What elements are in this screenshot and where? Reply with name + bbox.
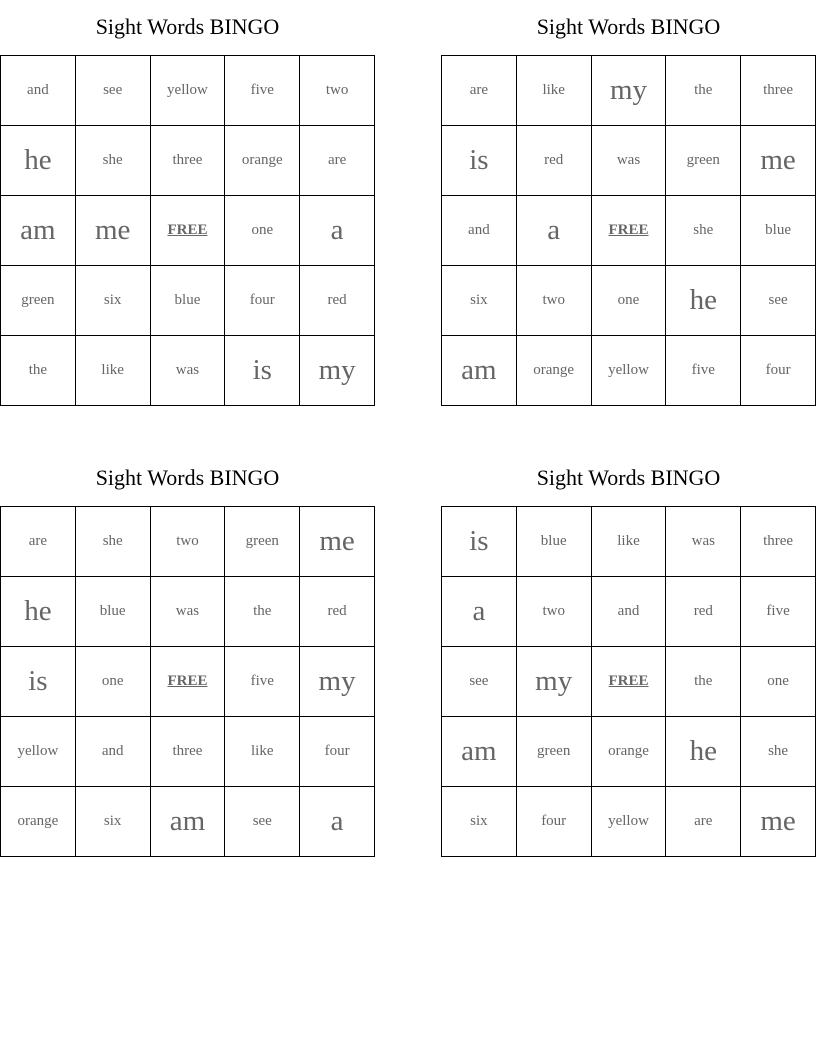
- bingo-row: [1, 336, 375, 406]
- word-cell: the: [225, 577, 300, 647]
- word-cell: five: [741, 577, 816, 647]
- word-cell: see: [442, 647, 517, 717]
- word-cell: red: [516, 126, 591, 196]
- bingo-row: [1, 787, 375, 857]
- bingo-row: [1, 507, 375, 577]
- word-cell: he: [666, 266, 741, 336]
- bingo-row: [442, 787, 816, 857]
- free-space: FREE: [591, 647, 666, 717]
- bingo-row: [442, 126, 816, 196]
- word-cell: two: [516, 577, 591, 647]
- word-cell: my: [516, 647, 591, 717]
- word-cell: orange: [516, 336, 591, 406]
- word-cell: two: [150, 507, 225, 577]
- word-cell: and: [591, 577, 666, 647]
- word-cell: red: [666, 577, 741, 647]
- word-cell: five: [225, 647, 300, 717]
- word-cell: one: [741, 647, 816, 717]
- word-cell: is: [442, 126, 517, 196]
- word-cell: and: [1, 56, 76, 126]
- bingo-row: [1, 577, 375, 647]
- word-cell: my: [300, 336, 375, 406]
- word-cell: am: [442, 336, 517, 406]
- bingo-row: [1, 126, 375, 196]
- word-cell: she: [666, 196, 741, 266]
- word-cell: two: [300, 56, 375, 126]
- word-cell: my: [591, 56, 666, 126]
- word-cell: orange: [225, 126, 300, 196]
- word-cell: she: [741, 717, 816, 787]
- word-cell: one: [75, 647, 150, 717]
- bingo-row: [1, 56, 375, 126]
- word-cell: green: [1, 266, 76, 336]
- word-cell: yellow: [150, 56, 225, 126]
- word-cell: blue: [75, 577, 150, 647]
- word-cell: six: [75, 787, 150, 857]
- bingo-grid: [0, 506, 375, 857]
- word-cell: one: [591, 266, 666, 336]
- word-cell: am: [442, 717, 517, 787]
- word-cell: five: [225, 56, 300, 126]
- word-cell: six: [75, 266, 150, 336]
- word-cell: the: [666, 647, 741, 717]
- bingo-row: [1, 717, 375, 787]
- word-cell: is: [442, 507, 517, 577]
- bingo-row: [1, 196, 375, 266]
- bingo-row: [442, 577, 816, 647]
- word-cell: like: [591, 507, 666, 577]
- bingo-row: [442, 647, 816, 717]
- word-cell: he: [1, 126, 76, 196]
- bingo-grid: [441, 506, 816, 857]
- word-cell: see: [225, 787, 300, 857]
- word-cell: six: [442, 266, 517, 336]
- card-title: Sight Words BINGO: [95, 465, 280, 490]
- word-cell: was: [150, 336, 225, 406]
- free-space: FREE: [591, 196, 666, 266]
- word-cell: red: [300, 577, 375, 647]
- word-cell: and: [75, 717, 150, 787]
- word-cell: orange: [591, 717, 666, 787]
- word-cell: is: [1, 647, 76, 717]
- word-cell: me: [300, 507, 375, 577]
- word-cell: a: [442, 577, 517, 647]
- word-cell: orange: [1, 787, 76, 857]
- word-cell: the: [1, 336, 76, 406]
- word-cell: am: [150, 787, 225, 857]
- word-cell: are: [300, 126, 375, 196]
- word-cell: blue: [516, 507, 591, 577]
- word-cell: green: [516, 717, 591, 787]
- word-cell: my: [300, 647, 375, 717]
- free-space: FREE: [150, 647, 225, 717]
- word-cell: six: [442, 787, 517, 857]
- word-cell: is: [225, 336, 300, 406]
- word-cell: like: [225, 717, 300, 787]
- word-cell: a: [300, 787, 375, 857]
- bingo-grid: [441, 55, 816, 406]
- word-cell: a: [300, 196, 375, 266]
- word-cell: are: [1, 507, 76, 577]
- bingo-row: [442, 717, 816, 787]
- word-cell: three: [150, 717, 225, 787]
- word-cell: like: [75, 336, 150, 406]
- bingo-row: [442, 336, 816, 406]
- word-cell: am: [1, 196, 76, 266]
- word-cell: are: [666, 787, 741, 857]
- word-cell: three: [741, 507, 816, 577]
- word-cell: four: [300, 717, 375, 787]
- card-title: Sight Words BINGO: [95, 14, 280, 39]
- word-cell: yellow: [591, 787, 666, 857]
- word-cell: four: [516, 787, 591, 857]
- word-cell: green: [666, 126, 741, 196]
- word-cell: five: [666, 336, 741, 406]
- word-cell: he: [1, 577, 76, 647]
- bingo-row: [1, 266, 375, 336]
- card-title: Sight Words BINGO: [536, 14, 721, 39]
- word-cell: see: [75, 56, 150, 126]
- word-cell: one: [225, 196, 300, 266]
- word-cell: see: [741, 266, 816, 336]
- word-cell: four: [225, 266, 300, 336]
- word-cell: three: [150, 126, 225, 196]
- word-cell: was: [591, 126, 666, 196]
- bingo-row: [1, 647, 375, 717]
- word-cell: three: [741, 56, 816, 126]
- word-cell: are: [442, 56, 517, 126]
- word-cell: four: [741, 336, 816, 406]
- bingo-row: [442, 266, 816, 336]
- word-cell: and: [442, 196, 517, 266]
- word-cell: she: [75, 507, 150, 577]
- word-cell: green: [225, 507, 300, 577]
- word-cell: me: [75, 196, 150, 266]
- word-cell: me: [741, 787, 816, 857]
- card-title: Sight Words BINGO: [536, 465, 721, 490]
- word-cell: blue: [741, 196, 816, 266]
- word-cell: blue: [150, 266, 225, 336]
- bingo-grid: [0, 55, 375, 406]
- free-space: FREE: [150, 196, 225, 266]
- word-cell: red: [300, 266, 375, 336]
- word-cell: a: [516, 196, 591, 266]
- word-cell: he: [666, 717, 741, 787]
- bingo-row: [442, 507, 816, 577]
- word-cell: was: [666, 507, 741, 577]
- word-cell: me: [741, 126, 816, 196]
- word-cell: yellow: [591, 336, 666, 406]
- word-cell: like: [516, 56, 591, 126]
- bingo-row: [442, 56, 816, 126]
- word-cell: two: [516, 266, 591, 336]
- word-cell: was: [150, 577, 225, 647]
- word-cell: the: [666, 56, 741, 126]
- word-cell: she: [75, 126, 150, 196]
- bingo-row: [442, 196, 816, 266]
- word-cell: yellow: [1, 717, 76, 787]
